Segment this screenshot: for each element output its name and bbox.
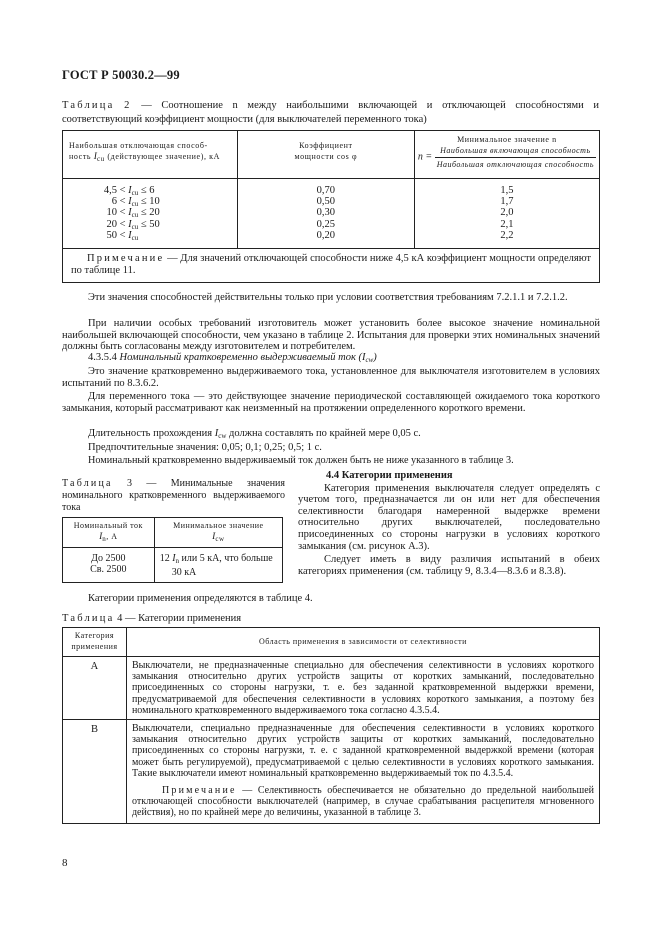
table2-caption-number: 2 [124, 100, 132, 111]
paragraph-preferred-values: Предпочтительные значения: 0,05; 0,1; 0,25; 0,5; 1 с. [88, 442, 322, 453]
paragraph-validity: Эти значения способностей действительны только при условии соответствия требованиям 7.2.1.1 и 7.2.1.2. [88, 292, 568, 303]
page-number: 8 [62, 857, 68, 869]
table2-n-values: 1,5 1,7 2,0 2,1 2,2 [500, 185, 514, 241]
table2-col3-header: Минимальное значение n n = $\frac{\text{Наибольшая включающая способность}}{\text{Наибольшая отключающая способность}}$ [414, 131, 599, 179]
section-4-4-paragraph-2: Следует иметь в виду различия испытаний в обеих категориях применения (см. таблицу 9, 8.3.4—8.3.6 и 8.3.8). [298, 554, 600, 577]
table2-header-row [63, 131, 600, 179]
table4-col1-header: Категория применения [63, 628, 127, 657]
table4-caption [62, 613, 241, 626]
table2-note-label: Примечание [87, 252, 165, 264]
table2-col2-header: Коэффициент мощности cos φ [237, 131, 414, 179]
paragraph-table3-ref: Номинальный кратковременно выдерживаемый ток должен быть не ниже указанного в таблице 3. [88, 455, 514, 466]
section-4-4-paragraph-1: Категория применения выключателя следует определять с учетом того, предназначается ли он или нет для обеспечения селективности благодаря намеренной выдержке времени относительно других выключателей, последовательно присоединенных со стороны нагрузки в условиях короткого замыкания (см. рисунок А.3). [298, 482, 600, 552]
table3-currents: До 2500 Св. 2500 [63, 548, 155, 583]
paragraph-icw-definition: Это значение кратковременно выдерживаемого тока, установленное для выключателя изготовителем в условиях испытаний по 8.3.6.2. [62, 366, 600, 389]
table3-caption-number: 3 [127, 478, 133, 489]
table4-row-b-text: Выключатели, специально предназначенные для обеспечения селективности в условиях короткого замыкания относительно других устройств защиты от коротких замыканий, последовательно присоединенных со стороны нагрузки, т. е. с заданной кратковременной выдержкой времени (которая может быть регулируемой), предусматриваемой с целью селективности в условиях короткого замыкания. Такие выключатели имеют номинальный кратковременно выдерживаемый ток по 4.3.5.4. [131, 723, 594, 779]
table4-caption-label: Таблица [62, 613, 115, 624]
section-4-4 [298, 470, 600, 577]
table4-row-b [63, 720, 600, 824]
paragraph-duration: Длительность прохождения $I_{cw}$ должна составлять по крайней мере 0,05 с. [88, 428, 421, 440]
document-code: ГОСТ Р 50030.2—99 [62, 68, 180, 82]
table4-row-b-cell [126, 720, 599, 824]
table3-col1-header: Номинальный ток In, А [63, 518, 155, 548]
paragraph-ac-definition: Для переменного тока — это действующее значение периодической составляющей ожидаемого тока короткого замыкания, который рассматривают как неизменный на протяжении определенного короткого времени. [62, 391, 600, 414]
table2-caption-text: — Соотношение n между наибольшими включающей и отключающей способностями и соответствующий коэффициент мощности (для выключателей переменного тока) [62, 100, 600, 125]
table2-ranges: $4,5 < I_{cu} \le 6$ $6 < I_{cu} \le 10$ $10 < I_{cu} \le 20$ $20 < I_{cu} \le 50$ $50 < I_{cu}$ [103, 185, 160, 242]
table4-row-b-category: В [63, 720, 127, 824]
table2-caption-label: Таблица [62, 100, 115, 111]
table2-cos-values: 0,70 0,50 0,30 0,25 0,20 [316, 185, 336, 241]
table2-n-fraction: $\frac{\text{Наибольшая включающая способность}}{\text{Наибольшая отключающая способность}}$ [436, 146, 594, 169]
paragraph-special-requirements: При наличии особых требований изготовитель может установить более высокое значение номинальной наибольшей включающей способности, чем указано в таблице 2. Испытания для проверки этих номинальных значений должны быть согласованы между изготовителем и потребителем. [62, 318, 600, 353]
table4-header-row [63, 628, 600, 657]
table2-col1-header: Наибольшая отключающая способ- ность Icu (действующее значение), кА [63, 131, 238, 179]
table2-caption [62, 99, 599, 126]
table3 [62, 517, 283, 583]
table4-row-a-text: Выключатели, не предназначенные специально для обеспечения селективности в условиях короткого замыкания относительно других устройств защиты от коротких замыканий, последовательно присоединенных со стороны нагрузки, т. е. без заданной кратковременной выдержки времени, предусматриваемой для обеспечения селективности в условиях короткого замыкания, а поэтому без номинального кратковременного выдерживаемого тока согласно 4.3.5.4. [126, 657, 599, 720]
table3-col2-header: Минимальное значение Icw [154, 518, 282, 548]
paragraph-table4-ref: Категории применения определяются в таблице 4. [88, 593, 313, 604]
table3-data-row [63, 548, 283, 583]
table4-col2-header: Область применения в зависимости от селективности [126, 628, 599, 657]
table3-caption-text: — Минимальные значения номинального кратковременного выдерживаемого тока [62, 478, 286, 513]
table4-row-a [63, 657, 600, 720]
table2 [62, 130, 600, 283]
table3-header-row [63, 518, 283, 548]
table4-row-b-note: Примечание — Селективность обеспечивается не обязательно до предельной наибольшей отключающей способности выключателей (например, в случае срабатывания расцепителя мгновенного действия), но по крайней мере до величины, указанной в таблице 3. [131, 785, 594, 819]
table3-caption [62, 478, 285, 513]
table2-note-text: — Для значений отключающей способности ниже 4,5 кА коэффициент мощности определяют по таблице 11. [71, 252, 591, 276]
table4-row-a-category: А [63, 657, 127, 720]
section-4-4-title: 4.4 Категории применения [326, 470, 453, 481]
table2-values-row [63, 179, 600, 249]
table4 [62, 627, 600, 824]
table2-note-row [63, 248, 600, 282]
table3-min-values: 12 $I_n$ или 5 кА, что больше 30 кА [154, 548, 282, 583]
table4-caption-text: — Категории применения [124, 613, 242, 624]
table4-caption-number: 4 [117, 613, 123, 624]
table3-caption-label: Таблица [62, 478, 113, 489]
section-4-3-5-4-heading: 4.3.5.4 Номинальный кратковременно выдерживаемый ток $(I_{cw})$ [88, 352, 377, 364]
